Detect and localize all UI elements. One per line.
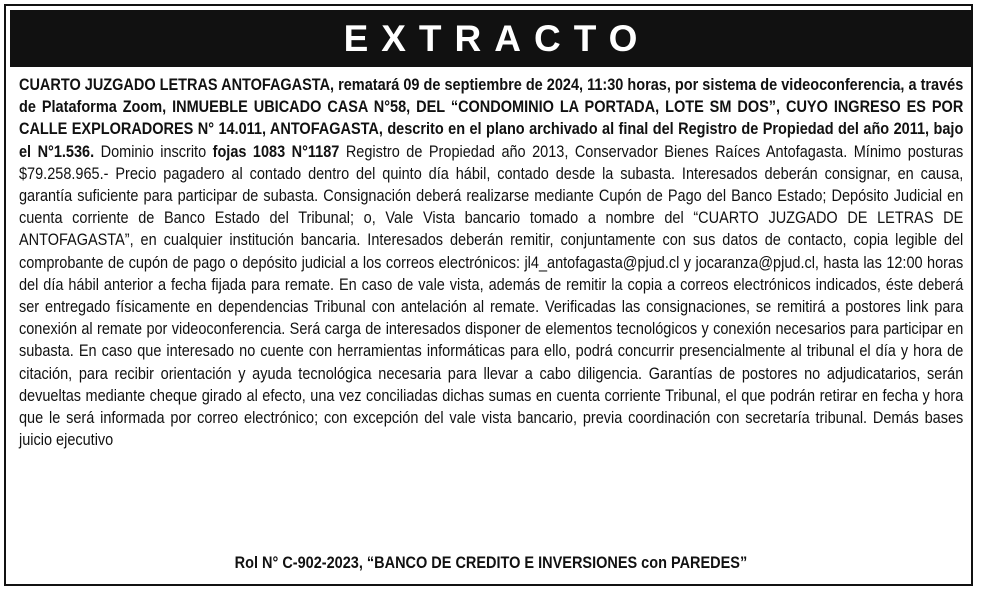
case-line: Rol N° C-902-2023, “BANCO DE CREDITO E INVERSIONES con PAREDES” — [234, 554, 747, 572]
fojas-reference: fojas 1083 N°1187 — [212, 142, 340, 161]
title-banner — [10, 10, 971, 67]
dominio-text: Dominio inscrito — [94, 142, 213, 161]
notice-bold-intro: CUARTO JUZGADO LETRAS ANTOFAGASTA, rematará 09 de septiembre de 2024, 11:30 horas, por sistema de videoconferencia, a través de Plataforma Zoom, INMUEBLE UBICADO CASA N°58, DEL “CONDOMINIO LA PORTADA, LOTE SM DOS”, CUYO INGRESO ES POR CALLE EXPLORADORES N° 14.011, ANTOFAGASTA, descrito en el plano archivado al final del Registro de Propiedad del año 2011, bajo el N°1.536. — [19, 76, 964, 161]
notice-title: EXTRACTO — [343, 18, 651, 59]
case-reference — [10, 552, 971, 574]
notice-main-text: Registro de Propiedad año 2013, Conservador Bienes Raíces Antofagasta. Mínimo posturas $79.258.965.- Precio pagadero al contado dentro del quinto día hábil, contado desde la subasta. Interesados deberán consignar, en causa, garantía suficiente para participar de subasta. Consignación deberá realizarse mediante Cupón de Pago del Banco Estado; Depósito Judicial en cuenta corriente de Banco Estado del Tribunal; o, Vale Vista bancario tomado a nombre del “CUARTO JUZGADO DE LETRAS DE ANTOFAGASTA”, en cualquier institución bancaria. Interesados deberán remitir, conjuntamente con sus datos de contacto, copia legible del comprobante de cupón de pago o depósito judicial a los correos electrónicos: jl4_antofagasta@pjud.cl y jocaranza@pjud.cl, hasta las 12:00 horas del día hábil anterior a fecha fijada para remate. En caso de vale vista, además de remitir la copia a correos electrónicos indicados, éste deberá ser entregado físicamente en dependencias Tribunal con antelación al remate. Verificadas las consignaciones, se remitirá a postores link para conexión al remate por videoconferencia. Será carga de interesados disponer de elementos tecnológicos y conexión necesarios para participar en subasta. En caso que interesado no cuente con herramientas informáticas para ello, podrá concurrir presencialmente al tribunal el día y hora de citación, para recibir orientación y ayuda tecnológica necesaria para llevar a cabo diligencia. Garantías de postores no adjudicatarios, serán devueltas mediante cheque girado al efecto, una vez conciliadas dichas sumas en cuenta corriente Tribunal, el que podrán retirar en fecha y hora que le será informada por correo electrónico; con excepción del vale vista bancario, previa coordinación con secretaría tribunal. Demás bases juicio ejecutivo — [19, 142, 964, 450]
notice-body — [19, 74, 963, 451]
